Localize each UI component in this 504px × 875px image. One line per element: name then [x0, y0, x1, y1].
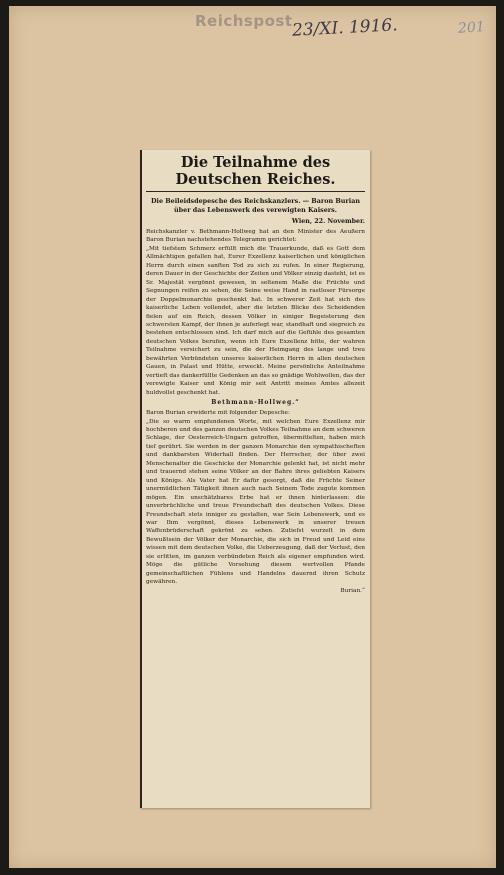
handwritten-date: 23/XI. 1916.: [291, 15, 399, 41]
archive-sheet: [9, 6, 496, 868]
reply-closing: [146, 587, 365, 595]
clipping-body: [146, 154, 365, 595]
article-dateline: Wien, 22. November.: [291, 218, 365, 225]
newspaper-clipping: [140, 150, 370, 808]
article-headline: Die Teilnahme des Deutschen Reiches.: [146, 154, 365, 192]
newspaper-stamp: Reichspost: [195, 12, 293, 30]
reply-intro: Baron Burian erwiderte mit folgender Depesche:: [146, 410, 290, 417]
telegram-signature: Bethmann-Hollweg.“: [211, 399, 300, 407]
intro-paragraph: Reichskanzler v. Bethmann-Hollweg hat an den Minister des Aeußern Baron Burian nachstehendes Telegramm gerichtet:: [146, 229, 365, 244]
reply-signature: Burian.“: [340, 587, 365, 594]
reply-text: „Die so warm empfundenen Worte, mit welchen Eure Exzellenz mir hochberen und des ganzen deutschen Volkes Teilnahme an dem schweren Schlage, der Oesterreich-Ungarn getroffen, übermittelten, haben mich tief gerührt. Sie werden in der ganzen Monarchie den sympathischeften und dankbarsten Widerhall finden. Der Herrscher, der über zwei Menschenalter die Geschicke der Monarchie gelenkt hat, ist nicht mehr und trauernd stehen seine Völker an der Bahre ihres geliebten Kaisers und Königs. Als Vater hat Er dafür gesorgt, daß die Früchte Seiner unermüdlichen Tätigkeit ihnen auch nach Seinem Tode zugute kommen mögen. Ein unschätzbares Erbe hat er ihnen hinterlassen: die unverbrüchliche und treue Freundschaft des deutschen Volkes. Diese Freundschaft stets inniger zu gestalten, war Sein Lebenswerk, und es war Ihm vergönnt, dieses Lebenswerk in unserer treuen Waffenbrüderschaft gekrönt zu sehen. Zutiefst wurzelt in dem Bewußtsein der Völker der Monarchie, die sich in Freud und Leid eins wissen mit dem deutschen Volke, die Ueberzeugung, daß der Verlust, den sie erlitten, im ganzen verbündeten Reich als eigener empfunden wird. Möge die gütliche Vorsehung diesem wertvollen Pfande gemeinschaftlichen Fühlens und Handelns dauernd ihren Schutz gewähren.: [146, 418, 365, 586]
telegram-text: „Mit tiefstem Schmerz erfüllt mich die Trauerkunde, daß es Gott dem Allmächtigen gefallen hat, Eurer Exzellenz kaiserlichen und königlichen Herrn durch einen sanften Tod zu sich zu rufen. In einer Regierung, deren Dauer in der Geschichte der Zeiten und Völker einzig dasteht, ist es Sr. Majestät vergönnt gewesen, in seltenem Maße die Früchte und Segnungen reifen zu sehen, die Seine weise Hand in rastloser Fürsorge der Doppelmonarchie geschenkt hat. In schwerer Zeit hat sich des kaiserliche Leben vollendet, aber die letzten Blicke des Scheidenden fielen auf ein Reich, dessen Völker in einiger Begeisterung den schwersten Kampf, der ihnen je auferlegt war, standhaft und siegreich zu bestehen entschlossen sind. Ich darf mich auf die Gefühle des gesamten deutschen Volkes berufen, wenn ich Eure Exzellenz bitte, der wahren Teilnahme versichert zu sein, die der Heimgang des lange und treu bewährten Verbündeten unseres kaiserlichen Herrn in allen deutschen Gauen, in Palast und Hütte, erweckt. Meine persönliche Anteilnahme vertieft das dankerfüllte Gedenken an das so gnädige Wohlwollen, das der verewigte Kaiser und König mir seit Antritt meines Amtes allezeit huldvollst geschenkt hat.: [146, 245, 365, 396]
clipping-left-rule: [140, 150, 142, 808]
article-subhead: Die Beileidsdepesche des Reichskanzlers. — Baron Burian über das Lebenswerk des verewigten Kaisers.: [151, 197, 360, 214]
folio-number: 201: [457, 19, 486, 37]
